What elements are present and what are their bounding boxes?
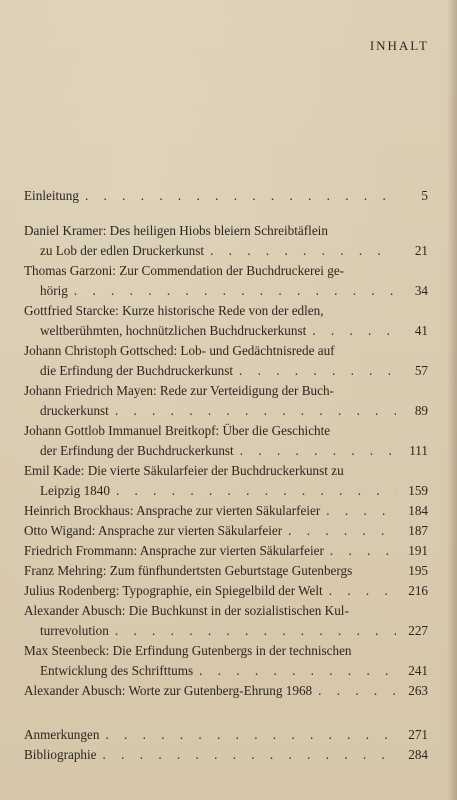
entry-page-number: 159 bbox=[408, 483, 428, 498]
toc-entry-frommann bbox=[24, 541, 428, 561]
entry-title: Anmerkungen bbox=[24, 727, 100, 742]
entry-title: Julius Rodenberg: Typographie, ein Spiegelbild der Welt bbox=[24, 583, 323, 598]
entry-page-number: 195 bbox=[408, 563, 428, 578]
entry-page-number: 184 bbox=[408, 503, 428, 518]
dot-leader bbox=[312, 321, 396, 341]
entry-title: Johann Friedrich Mayen: Rede zur Verteidigung der Buch- bbox=[24, 383, 334, 398]
dot-leader bbox=[115, 621, 396, 641]
entry-title: Johann Gottlob Immanuel Breitkopf: Über die Geschichte bbox=[24, 423, 331, 438]
entry-page-number: 41 bbox=[414, 323, 428, 338]
entry-page-number: 89 bbox=[414, 403, 428, 418]
entry-title-continued: weltberühmten, hochnützlichen Buchdruckerkunst bbox=[40, 323, 307, 338]
entry-title: Gottfried Starcke: Kurze historische Rede von der edlen, bbox=[24, 303, 324, 318]
entry-title-continued: Entwicklung des Schrifttums bbox=[40, 663, 194, 678]
entry-title: Thomas Garzoni: Zur Commendation der Buchdruckerei ge- bbox=[24, 263, 345, 278]
entry-title: Alexander Abusch: Worte zur Gutenberg-Ehrung 1968 bbox=[24, 683, 313, 698]
entry-page-number: 57 bbox=[414, 363, 428, 378]
spacer bbox=[24, 701, 428, 725]
dot-leader bbox=[239, 361, 396, 381]
toc-entry-kade bbox=[24, 461, 428, 501]
entry-title: Otto Wigand: Ansprache zur vierten Säkularfeier bbox=[24, 523, 283, 538]
dot-leader bbox=[115, 401, 396, 421]
entry-title: Emil Kade: Die vierte Säkularfeier der Buchdruckerkunst zu bbox=[24, 463, 344, 478]
toc-entry-bibliographie bbox=[24, 745, 428, 765]
entry-page-number: 241 bbox=[408, 663, 428, 678]
dot-leader bbox=[240, 441, 396, 461]
entry-page-number: 263 bbox=[408, 683, 428, 698]
entry-page-number: 227 bbox=[408, 623, 428, 638]
page-header: INHALT bbox=[369, 38, 429, 53]
entry-title-continued: die Erfindung der Buchdruckerkunst bbox=[40, 363, 233, 378]
entry-page-number: 284 bbox=[408, 747, 428, 762]
dot-leader bbox=[210, 241, 396, 261]
toc-entry-garzoni bbox=[24, 261, 428, 301]
toc-entry-starcke bbox=[24, 301, 428, 341]
table-of-contents bbox=[24, 186, 428, 765]
entry-title: Daniel Kramer: Des heiligen Hiobs bleiern Schreibtäflein bbox=[24, 223, 328, 238]
toc-entry-brockhaus bbox=[24, 501, 428, 521]
dot-leader bbox=[318, 681, 396, 701]
dot-leader bbox=[74, 281, 396, 301]
entry-title: Alexander Abusch: Die Buchkunst in der sozialistischen Kul- bbox=[24, 603, 349, 618]
dot-leader bbox=[85, 186, 396, 206]
toc-entry-gottsched bbox=[24, 341, 428, 381]
entry-title: Franz Mehring: Zum fünfhundertsten Geburtstage Gutenbergs bbox=[24, 563, 353, 578]
spacer bbox=[24, 212, 428, 221]
entry-title-continued: zu Lob der edlen Druckerkunst bbox=[40, 243, 205, 258]
dot-leader bbox=[330, 541, 396, 561]
dot-leader bbox=[105, 725, 396, 745]
entry-title-continued: hörig bbox=[40, 283, 68, 298]
entry-title-continued: der Erfindung der Buchdruckerkunst bbox=[40, 443, 234, 458]
entry-title: Max Steenbeck: Die Erfindung Gutenbergs in der technischen bbox=[24, 643, 352, 658]
entry-page-number: 21 bbox=[414, 243, 428, 258]
entry-title-continued: turrevolution bbox=[40, 623, 109, 638]
entry-title: Bibliographie bbox=[24, 747, 97, 762]
entry-title: Einleitung bbox=[24, 188, 79, 203]
entry-page-number: 111 bbox=[409, 443, 428, 458]
dot-leader bbox=[288, 521, 396, 541]
entry-title-continued: druckerkunst bbox=[40, 403, 109, 418]
entry-page-number: 216 bbox=[408, 583, 428, 598]
entry-title-continued: Leipzig 1840 bbox=[40, 483, 110, 498]
entry-page-number: 34 bbox=[414, 283, 428, 298]
dot-leader bbox=[199, 661, 396, 681]
entry-title: Friedrich Frommann: Ansprache zur vierten Säkularfeier bbox=[24, 543, 324, 558]
dot-leader bbox=[103, 745, 396, 765]
spine-shadow bbox=[447, 0, 457, 800]
toc-entry-kramer bbox=[24, 221, 428, 261]
dot-leader bbox=[116, 481, 396, 501]
dot-leader bbox=[329, 581, 396, 601]
toc-entry-breitkopf bbox=[24, 421, 428, 461]
toc-entry-wigand bbox=[24, 521, 428, 541]
entry-page-number: 5 bbox=[421, 188, 428, 203]
toc-entry-mayen bbox=[24, 381, 428, 421]
entry-title: Johann Christoph Gottsched: Lob- und Gedächtnisrede auf bbox=[24, 343, 335, 358]
toc-entry-steenbeck bbox=[24, 641, 428, 681]
dot-leader bbox=[326, 501, 396, 521]
entry-page-number: 187 bbox=[408, 523, 428, 538]
toc-entry-mehring bbox=[24, 561, 428, 581]
toc-entry-abusch-buchkunst bbox=[24, 601, 428, 641]
entry-page-number: 271 bbox=[408, 727, 428, 742]
entry-page-number: 191 bbox=[408, 543, 428, 558]
toc-entry-einleitung bbox=[24, 186, 428, 206]
toc-entry-anmerkungen bbox=[24, 725, 428, 745]
entry-title: Heinrich Brockhaus: Ansprache zur vierten Säkularfeier bbox=[24, 503, 321, 518]
toc-entry-rodenberg bbox=[24, 581, 428, 601]
toc-entry-abusch-worte bbox=[24, 681, 428, 701]
